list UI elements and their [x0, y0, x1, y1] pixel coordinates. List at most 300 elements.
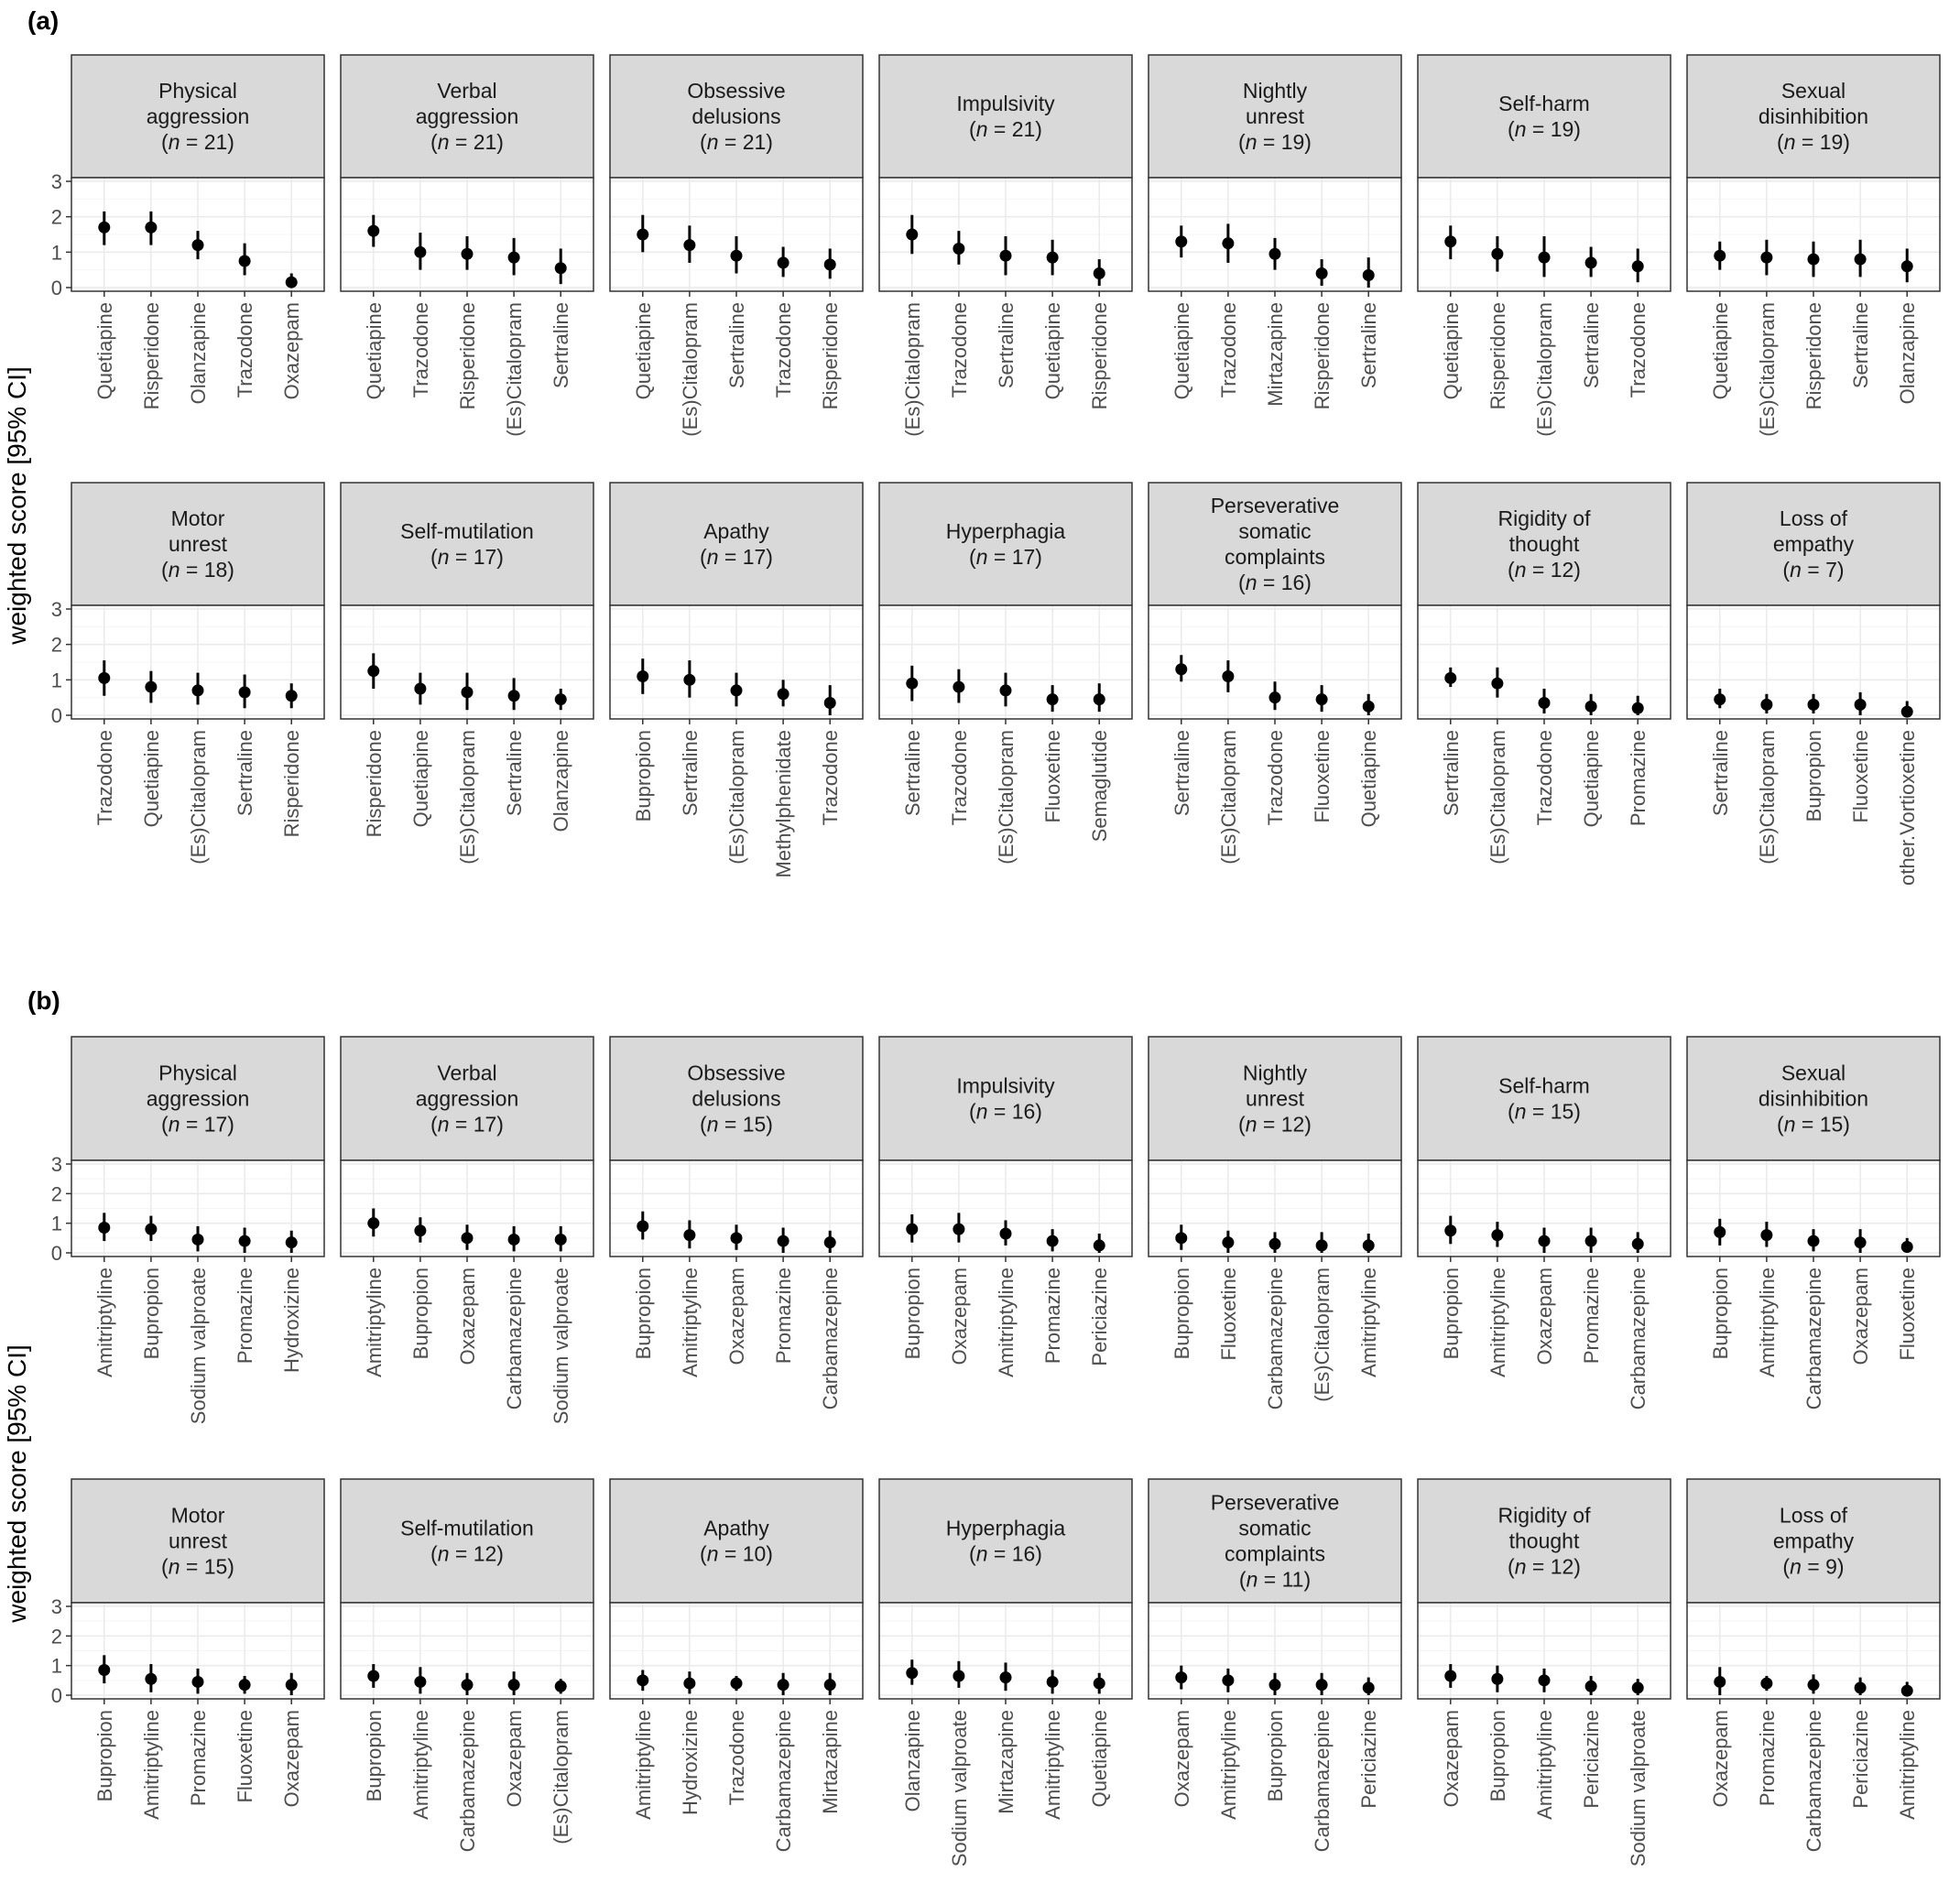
data-point	[953, 1224, 964, 1235]
x-tick-label: Risperidone	[1802, 302, 1825, 410]
x-tick-label: Promazine	[234, 1268, 257, 1365]
data-point	[1444, 672, 1456, 684]
facet-panel	[1418, 483, 1671, 865]
facet-strip	[1418, 1037, 1671, 1160]
x-tick-label: Bupropion	[139, 1268, 163, 1360]
data-point	[906, 1224, 918, 1235]
data-point	[1222, 1674, 1234, 1686]
x-tick-label: Quetiapine	[408, 730, 432, 828]
facet-strip	[879, 483, 1132, 605]
x-tick-label: Periciazine	[1088, 1268, 1112, 1366]
data-point	[145, 1673, 157, 1685]
data-point	[1491, 1673, 1503, 1685]
facet-panel	[879, 55, 1132, 437]
facet-title-line: Hyperphagia	[945, 519, 1066, 543]
data-point	[1539, 697, 1551, 709]
data-point	[1222, 237, 1234, 249]
facet-panel	[1687, 1037, 1940, 1409]
data-point	[239, 1679, 251, 1691]
facet-title-line: Loss of	[1779, 506, 1848, 530]
facet-title-line: aggression	[415, 1086, 519, 1111]
x-tick-label: Promazine	[772, 1268, 796, 1365]
x-tick-label: Bupropion	[93, 1710, 116, 1802]
data-point	[1000, 684, 1012, 696]
x-tick-label: Trazodone	[408, 302, 432, 398]
facet-title-line: unrest	[169, 1529, 227, 1553]
x-tick-label: (Es)Citalopram	[503, 302, 527, 437]
x-tick-label: Fluoxetine	[1041, 730, 1065, 823]
x-tick-label: other.Vortioxetine	[1896, 730, 1920, 887]
x-tick-label: (Es)Citalopram	[995, 730, 1018, 865]
x-tick-label: Carbamazepine	[456, 1710, 479, 1853]
facet-panel	[1418, 55, 1671, 437]
facet-title-line: Sexual	[1780, 79, 1846, 103]
x-tick-label: Trazodone	[725, 1710, 748, 1806]
data-point	[1269, 1238, 1281, 1250]
facet-title-line: complaints	[1225, 545, 1325, 569]
x-tick-label: Semaglutide	[1088, 730, 1112, 843]
x-tick-label: Oxazepam	[725, 1268, 748, 1365]
x-tick-label: Fluoxetine	[1216, 1268, 1240, 1361]
facet-title-line: Impulsivity	[956, 92, 1055, 115]
data-point	[1047, 1676, 1059, 1688]
data-point	[192, 239, 204, 251]
data-point	[1175, 1671, 1187, 1683]
facet-strip	[610, 483, 863, 605]
x-tick-label: (Es)Citalopram	[1216, 730, 1240, 865]
facet-panel	[1418, 1037, 1671, 1409]
x-tick-label: Carbamazepine	[1802, 1268, 1825, 1410]
x-tick-label: Amitriptyline	[1486, 1268, 1509, 1377]
data-point	[906, 1667, 918, 1679]
facet-title-line: aggression	[146, 104, 250, 128]
x-tick-label: Quetiapine	[1170, 302, 1193, 400]
facet-panel	[610, 1037, 863, 1409]
data-point	[1855, 254, 1867, 266]
x-tick-label: Bupropion	[1264, 1710, 1287, 1802]
data-point	[1901, 706, 1913, 718]
data-point	[508, 690, 520, 702]
data-point	[1585, 701, 1597, 713]
data-point	[239, 1235, 251, 1247]
data-point	[508, 1679, 520, 1691]
facet-title-line: Hyperphagia	[945, 1516, 1066, 1540]
data-point	[367, 1670, 379, 1681]
x-tick-label: Trazodone	[1533, 730, 1556, 826]
x-tick-label: Quetiapine	[1708, 302, 1732, 400]
facet-title-line: Obsessive	[687, 1061, 786, 1085]
x-tick-label: (Es)Citalopram	[1486, 730, 1509, 865]
x-tick-label: Sertraline	[678, 730, 702, 817]
data-point	[1760, 252, 1772, 264]
y-tick-label: 3	[50, 170, 62, 193]
facet-n-label: (n = 19)	[1238, 130, 1312, 154]
x-tick-label: Oxazepam	[1439, 1710, 1463, 1808]
x-tick-label: Amitriptyline	[995, 1268, 1018, 1377]
facet-title-line: Apathy	[703, 1516, 769, 1540]
x-tick-label: Oxazepam	[503, 1710, 527, 1808]
x-tick-label: Trazodone	[93, 730, 116, 826]
x-tick-label: Bupropion	[1170, 1268, 1193, 1360]
x-tick-label: Sertraline	[900, 730, 924, 817]
y-tick-label: 1	[50, 1654, 62, 1678]
x-tick-label: Olanzapine	[550, 730, 573, 832]
x-tick-label: Oxazepam	[280, 302, 304, 400]
facet-n-label: (n = 21)	[969, 117, 1042, 141]
subfigure-b-label: (b)	[27, 986, 60, 1015]
data-point	[1269, 691, 1281, 703]
facet-strip	[610, 1479, 863, 1603]
x-tick-label: Trazodone	[234, 302, 257, 398]
data-point	[824, 697, 836, 709]
x-tick-label: Sertraline	[550, 302, 573, 389]
facet-title-line: unrest	[1246, 104, 1304, 128]
data-point	[367, 1217, 379, 1229]
x-tick-label: Carbamazepine	[1264, 1268, 1287, 1410]
x-tick-label: Carbamazepine	[503, 1268, 527, 1410]
x-tick-label: (Es)Citalopram	[1755, 302, 1779, 437]
data-point	[1760, 699, 1772, 711]
facet-title-line: somatic	[1238, 519, 1312, 543]
facet-title-line: Rigidity of	[1497, 506, 1591, 530]
facet-panel	[341, 55, 593, 437]
facet-n-label: (n = 15)	[161, 1554, 234, 1579]
data-point	[1808, 254, 1820, 266]
x-tick-label: Oxazepam	[280, 1710, 304, 1808]
data-point	[1363, 1681, 1375, 1693]
data-point	[1539, 1235, 1551, 1247]
facet-panel	[1149, 55, 1401, 409]
facet-panel	[1149, 483, 1401, 865]
facet-n-label: (n = 17)	[430, 1112, 504, 1137]
data-point	[98, 672, 110, 684]
data-point	[145, 681, 157, 693]
x-tick-label: Trazodone	[1216, 302, 1240, 398]
facet-n-label: (n = 19)	[1508, 117, 1581, 141]
data-point	[1175, 1232, 1187, 1244]
x-tick-label: Bupropion	[900, 1268, 924, 1360]
x-tick-label: Quetiapine	[1580, 730, 1604, 828]
x-tick-label: Amitriptyline	[678, 1268, 702, 1377]
data-point	[508, 252, 520, 264]
data-point	[1000, 1227, 1012, 1239]
y-axis-title-a: weighted score [95% CI]	[3, 366, 31, 645]
data-point	[286, 1236, 298, 1248]
x-tick-label: Promazine	[1580, 1268, 1604, 1365]
facet-n-label: (n = 17)	[700, 545, 773, 569]
data-point	[555, 1681, 567, 1692]
data-point	[1760, 1678, 1772, 1690]
x-tick-label: (Es)Citalopram	[187, 730, 210, 865]
x-tick-label: Trazodone	[1627, 302, 1650, 398]
facet-title-line: Self-harm	[1498, 92, 1590, 115]
x-tick-label: Amitriptyline	[1216, 1710, 1240, 1820]
facet-strip	[879, 1479, 1132, 1603]
facet-panel	[610, 55, 863, 437]
data-point	[1363, 1239, 1375, 1251]
facet-title-line: Nightly	[1242, 1061, 1308, 1085]
x-tick-label: Bupropion	[1486, 1710, 1509, 1802]
x-tick-label: Sertraline	[1357, 302, 1381, 389]
data-point	[1491, 678, 1503, 690]
data-point	[1714, 1676, 1726, 1688]
y-tick-label: 2	[50, 205, 62, 229]
data-point	[953, 681, 964, 693]
data-point	[1094, 1678, 1105, 1690]
data-point	[1901, 260, 1913, 272]
x-tick-label: Oxazepam	[1170, 1710, 1193, 1808]
x-tick-label: Sodium valproate	[1627, 1710, 1650, 1867]
facet-title-line: Perseverative	[1210, 1490, 1340, 1515]
data-point	[1316, 693, 1328, 705]
y-tick-label: 2	[50, 633, 62, 657]
x-tick-label: Bupropion	[1708, 1268, 1732, 1360]
data-point	[731, 250, 743, 262]
x-tick-label: Oxazepam	[456, 1268, 479, 1365]
x-tick-label: Quetiapine	[93, 302, 116, 400]
data-point	[1585, 1235, 1597, 1247]
facet-panel	[341, 483, 593, 865]
x-tick-label: Sertraline	[1580, 302, 1604, 389]
data-point	[555, 693, 567, 705]
x-tick-label: Sodium valproate	[550, 1268, 573, 1425]
y-tick-label: 1	[50, 241, 62, 265]
x-tick-label: Risperidone	[362, 730, 386, 838]
facet-title-line: Nightly	[1242, 79, 1308, 103]
data-point	[1047, 252, 1059, 264]
x-tick-label: Carbamazepine	[1627, 1268, 1650, 1410]
x-tick-label: Sertraline	[725, 302, 748, 389]
facet-strip	[879, 1037, 1132, 1160]
x-tick-label: Quetiapine	[631, 302, 655, 400]
data-point	[145, 222, 157, 234]
data-point	[414, 246, 426, 258]
x-tick-label: Sertraline	[1170, 730, 1193, 817]
x-tick-label: Carbamazepine	[1802, 1710, 1825, 1853]
data-point	[1491, 248, 1503, 260]
data-point	[778, 256, 789, 268]
x-tick-label: Amitriptyline	[1041, 1710, 1065, 1820]
x-tick-label: Bupropion	[631, 730, 655, 822]
facet-n-label: (n = 12)	[1508, 558, 1581, 582]
facet-title-line: empathy	[1772, 1529, 1855, 1553]
facet-n-label: (n = 9)	[1782, 1554, 1845, 1579]
facet-n-label: (n = 15)	[700, 1112, 773, 1137]
facet-title-line: thought	[1508, 532, 1580, 556]
facet-title-line: Self-mutilation	[400, 519, 534, 543]
x-tick-label: Amitriptyline	[93, 1268, 116, 1377]
data-point	[286, 690, 298, 702]
facet-title-line: complaints	[1225, 1541, 1325, 1566]
data-point	[286, 277, 298, 288]
x-tick-label: Carbamazepine	[819, 1268, 843, 1410]
facet-title-line: disinhibition	[1758, 104, 1869, 128]
facet-title-line: unrest	[169, 532, 227, 556]
facet-title-line: Sexual	[1780, 1061, 1846, 1085]
data-point	[414, 1676, 426, 1688]
x-tick-label: Amitriptyline	[1896, 1710, 1920, 1820]
x-tick-label: Risperidone	[1311, 302, 1334, 410]
data-point	[683, 674, 695, 686]
x-tick-label: Periciazine	[1849, 1710, 1873, 1809]
data-point	[1760, 1229, 1772, 1241]
facet-strip	[341, 483, 593, 605]
x-tick-label: Methylphenidate	[772, 730, 796, 878]
x-tick-label: Sertraline	[995, 302, 1018, 389]
x-tick-label: Amitriptyline	[631, 1710, 655, 1820]
data-point	[414, 683, 426, 695]
data-point	[1094, 693, 1105, 705]
facet-n-label: (n = 16)	[1238, 571, 1312, 594]
data-point	[145, 1224, 157, 1235]
data-point	[637, 1674, 648, 1686]
x-tick-label: Quetiapine	[1439, 302, 1463, 400]
facet-n-label: (n = 15)	[1777, 1112, 1850, 1137]
x-tick-label: Fluoxetine	[234, 1710, 257, 1803]
facet-title-line: Self-harm	[1498, 1073, 1590, 1098]
data-point	[98, 1222, 110, 1234]
y-tick-label: 1	[50, 1212, 62, 1235]
data-point	[683, 1678, 695, 1690]
data-point	[286, 1679, 298, 1691]
data-point	[637, 1220, 648, 1232]
y-tick-label: 2	[50, 1182, 62, 1206]
data-point	[683, 239, 695, 251]
data-point	[239, 686, 251, 698]
subfigure-a-label: (a)	[27, 6, 60, 35]
facet-title-line: unrest	[1246, 1086, 1304, 1111]
x-tick-label: Risperidone	[280, 730, 304, 838]
facet-n-label: (n = 21)	[700, 130, 773, 154]
x-tick-label: Amitriptyline	[139, 1710, 163, 1820]
x-tick-label: Sertraline	[1849, 302, 1873, 389]
facet-title-line: Self-mutilation	[400, 1516, 534, 1540]
data-point	[1047, 1235, 1059, 1247]
data-point	[824, 258, 836, 270]
facet-panel	[610, 483, 863, 877]
facet-n-label: (n = 12)	[1508, 1554, 1581, 1579]
data-point	[1632, 702, 1644, 714]
data-point	[778, 688, 789, 700]
data-point	[1585, 1681, 1597, 1692]
data-point	[1632, 1681, 1644, 1693]
data-point	[462, 686, 474, 698]
x-tick-label: Risperidone	[1088, 302, 1112, 410]
x-tick-label: Risperidone	[456, 302, 479, 410]
data-point	[555, 262, 567, 274]
data-point	[367, 665, 379, 677]
y-tick-label: 0	[50, 277, 62, 299]
data-point	[1316, 1239, 1328, 1251]
facet-title-line: aggression	[146, 1086, 250, 1111]
data-point	[1539, 252, 1551, 264]
x-tick-label: (Es)Citalopram	[678, 302, 702, 437]
facet-panel	[610, 1479, 863, 1852]
facet-n-label: (n = 16)	[969, 1099, 1042, 1124]
facet-title-line: Motor	[170, 1503, 225, 1528]
facet-title-line: delusions	[691, 1086, 781, 1111]
x-tick-label: Oxazepam	[1849, 1268, 1873, 1365]
facet-n-label: (n = 16)	[969, 1541, 1042, 1566]
x-tick-label: Amitriptyline	[1755, 1268, 1779, 1377]
x-tick-label: Quetiapine	[1041, 302, 1065, 400]
data-point	[414, 1224, 426, 1236]
data-point	[1444, 1670, 1456, 1681]
x-tick-label: Amitriptyline	[1533, 1710, 1556, 1820]
facet-title-line: disinhibition	[1758, 1086, 1869, 1111]
x-tick-label: Quetiapine	[1088, 1710, 1112, 1808]
x-tick-label: Mirtazapine	[819, 1710, 843, 1814]
facet-title-line: Motor	[170, 506, 225, 530]
data-point	[1363, 701, 1375, 713]
data-point	[1808, 1679, 1820, 1691]
data-point	[906, 229, 918, 241]
facet-strip	[341, 1479, 593, 1603]
x-tick-label: Olanzapine	[900, 1710, 924, 1812]
x-tick-label: Sodium valproate	[947, 1710, 971, 1867]
x-tick-label: Periciazine	[1580, 1710, 1604, 1809]
x-tick-label: (Es)Citalopram	[1533, 302, 1556, 437]
facet-title-line: thought	[1508, 1529, 1580, 1553]
facet-n-label: (n = 17)	[161, 1112, 234, 1137]
facet-panel	[1687, 1479, 1940, 1852]
data-point	[953, 243, 964, 255]
data-point	[1269, 1679, 1281, 1691]
x-tick-label: Trazodone	[772, 302, 796, 398]
data-point	[1632, 1238, 1644, 1250]
y-tick-label: 0	[50, 1684, 62, 1707]
data-point	[731, 684, 743, 696]
data-point	[239, 256, 251, 267]
data-point	[1714, 1226, 1726, 1238]
data-point	[1363, 269, 1375, 281]
facet-panel	[1149, 1479, 1401, 1852]
data-point	[1094, 267, 1105, 279]
x-tick-label: Bupropion	[1439, 1268, 1463, 1360]
data-point	[1094, 1239, 1105, 1251]
data-point	[462, 1232, 474, 1244]
x-tick-label: Trazodone	[819, 730, 843, 826]
x-tick-label: Carbamazepine	[772, 1710, 796, 1853]
facet-title-line: aggression	[415, 104, 519, 128]
data-point	[1047, 693, 1059, 705]
x-tick-label: Fluoxetine	[1311, 730, 1334, 823]
facet-panel	[879, 1037, 1132, 1377]
data-point	[367, 225, 379, 237]
x-tick-label: (Es)Citalopram	[725, 730, 748, 865]
x-tick-label: Risperidone	[1486, 302, 1509, 410]
x-tick-label: Amitriptyline	[1357, 1268, 1381, 1377]
data-point	[1444, 235, 1456, 247]
data-point	[1632, 260, 1644, 272]
data-point	[555, 1234, 567, 1246]
x-tick-label: Quetiapine	[1357, 730, 1381, 828]
facet-title-line: Obsessive	[687, 79, 786, 103]
data-point	[98, 222, 110, 234]
x-tick-label: Mirtazapine	[1264, 302, 1287, 407]
x-tick-label: Bupropion	[631, 1268, 655, 1360]
data-point	[462, 248, 474, 260]
x-tick-label: Sertraline	[1439, 730, 1463, 817]
facet-title-line: Physical	[158, 79, 237, 103]
x-tick-label: Carbamazepine	[1311, 1710, 1334, 1853]
x-tick-label: Trazodone	[947, 302, 971, 398]
facet-title-line: Verbal	[437, 79, 497, 103]
data-point	[508, 1234, 520, 1246]
x-tick-label: Hydroxizine	[280, 1268, 304, 1373]
x-tick-label: (Es)Citalopram	[456, 730, 479, 865]
facet-title-line: Perseverative	[1210, 494, 1340, 517]
